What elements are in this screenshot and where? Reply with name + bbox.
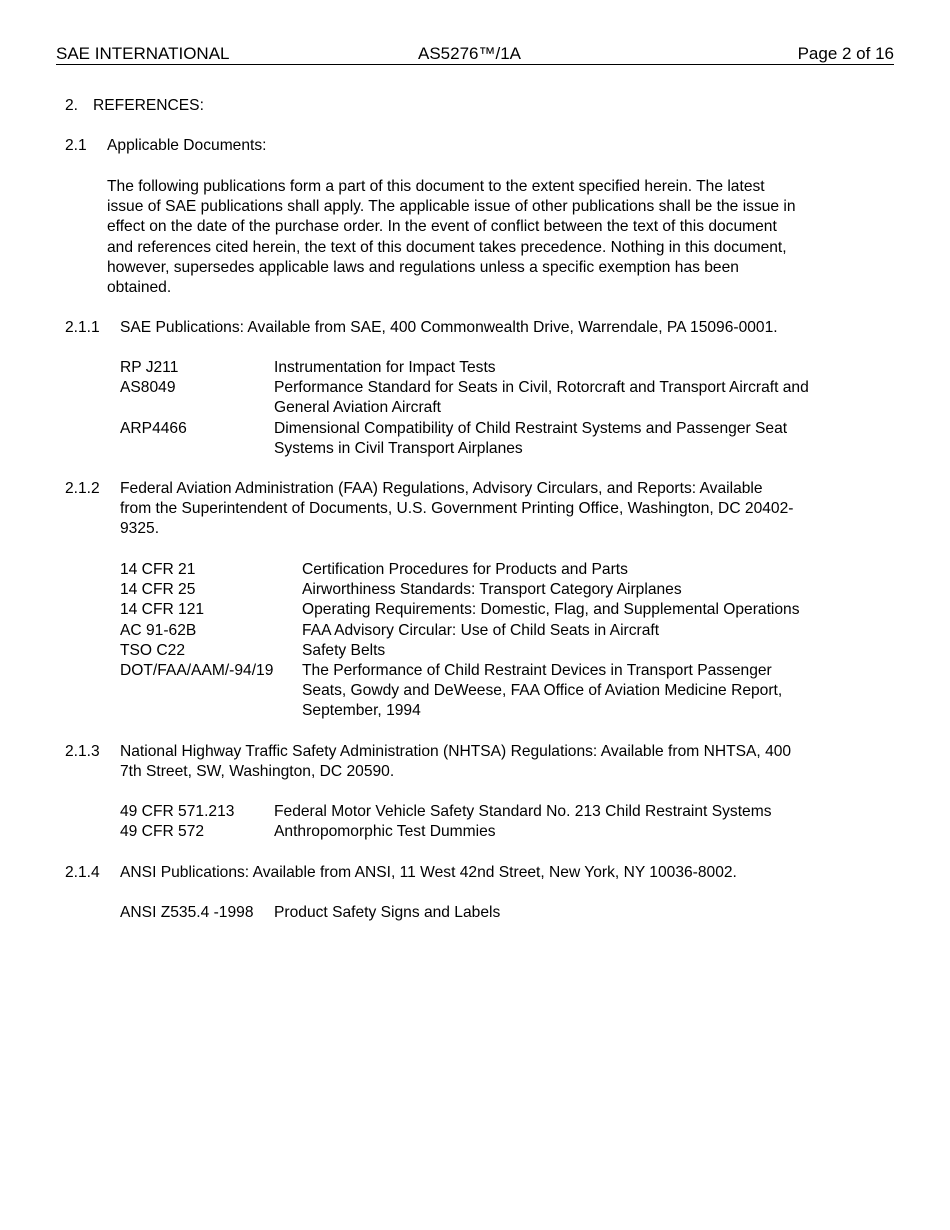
title-line: National Highway Traffic Safety Administration (NHTSA) Regulations: Available from NHTSA, 400 — [120, 743, 792, 760]
s2-1-1-number: 2.1.1 — [65, 319, 100, 336]
reference-row — [120, 419, 880, 459]
sae-references-list — [120, 358, 880, 459]
body-line: issue of SAE publications shall apply. The applicable issue of other publications shall be the issue in — [107, 198, 796, 216]
reference-title: Airworthiness Standards: Transport Category Airplanes — [302, 581, 682, 599]
reference-title: FAA Advisory Circular: Use of Child Seats in Aircraft — [302, 621, 660, 639]
page-header — [56, 44, 894, 65]
body-line: effect on the date of the purchase order. In the event of conflict between the text of this document — [107, 218, 777, 236]
reference-title: Dimensional Compatibility of Child Restraint Systems and Passenger Seat — [274, 419, 788, 437]
reference-row — [120, 378, 880, 418]
reference-title: Systems in Civil Transport Airplanes — [274, 439, 523, 457]
reference-row — [120, 903, 880, 923]
reference-code: 49 CFR 572 — [120, 823, 205, 841]
header-org: SAE INTERNATIONAL — [56, 44, 230, 63]
reference-row — [120, 580, 880, 600]
s2-1-4-title: ANSI Publications: Available from ANSI, 11 West 42nd Street, New York, NY 10036-8002. — [120, 864, 737, 881]
reference-title: Certification Procedures for Products and Parts — [302, 561, 628, 578]
body-line: The following publications form a part of this document to the extent specified herein. The latest — [107, 178, 765, 195]
s2-1-3-title — [120, 742, 880, 782]
s2-1-3-number: 2.1.3 — [65, 743, 100, 760]
reference-row — [120, 621, 880, 641]
reference-code: ARP4466 — [120, 419, 187, 437]
s2-1-2-number: 2.1.2 — [65, 480, 100, 497]
s2-1-title: Applicable Documents: — [107, 137, 267, 154]
body-line: however, supersedes applicable laws and regulations unless a specific exemption has been — [107, 258, 739, 276]
reference-title: Instrumentation for Impact Tests — [274, 359, 496, 376]
reference-code: 49 CFR 571.213 — [120, 803, 235, 820]
reference-code: 14 CFR 121 — [120, 601, 205, 619]
reference-code: ANSI Z535.4 -1998 — [120, 904, 254, 921]
reference-row — [120, 560, 880, 580]
reference-title: Operating Requirements: Domestic, Flag, and Supplemental Operations — [302, 601, 800, 619]
title-line: 9325. — [120, 520, 160, 538]
nhtsa-references-list — [120, 802, 880, 842]
reference-row — [120, 600, 880, 620]
reference-row — [120, 802, 880, 822]
reference-title: Product Safety Signs and Labels — [274, 904, 501, 921]
reference-code: 14 CFR 25 — [120, 581, 196, 599]
body-line: obtained. — [107, 279, 172, 297]
reference-code: AS8049 — [120, 379, 176, 397]
s2-1-body — [107, 177, 887, 298]
ansi-references-list — [120, 903, 880, 923]
reference-row — [120, 822, 880, 842]
section-title: REFERENCES: — [93, 97, 204, 114]
reference-title: September, 1994 — [302, 702, 421, 720]
reference-code: DOT/FAA/AAM/-94/19 — [120, 662, 274, 680]
title-line: from the Superintendent of Documents, U.S. Government Printing Office, Washington, DC 20402- — [120, 500, 794, 518]
header-doc-id: AS5276™/1A — [418, 44, 522, 63]
header-page-number: Page 2 of 16 — [797, 44, 894, 63]
faa-references-list — [120, 560, 880, 722]
reference-code: RP J211 — [120, 359, 179, 376]
section-number: 2. — [65, 97, 79, 114]
s2-1-4-number: 2.1.4 — [65, 864, 100, 881]
reference-code: 14 CFR 21 — [120, 561, 196, 578]
reference-title: General Aviation Aircraft — [274, 399, 442, 417]
title-line: Federal Aviation Administration (FAA) Regulations, Advisory Circulars, and Reports: Available — [120, 480, 763, 497]
reference-title: Anthropomorphic Test Dummies — [274, 823, 496, 841]
s2-1-1-title: SAE Publications: Available from SAE, 400 Commonwealth Drive, Warrendale, PA 15096-0001. — [120, 319, 778, 336]
body-line: and references cited herein, the text of this document takes precedence. Nothing in this document, — [107, 238, 787, 256]
reference-row — [120, 661, 880, 722]
reference-title: Seats, Gowdy and DeWeese, FAA Office of Aviation Medicine Report, — [302, 682, 783, 700]
reference-code: AC 91-62B — [120, 621, 197, 639]
reference-title: Safety Belts — [302, 641, 386, 659]
reference-code: TSO C22 — [120, 641, 185, 659]
s2-1-2-title — [120, 479, 880, 540]
s2-1-number: 2.1 — [65, 137, 87, 154]
reference-row — [120, 358, 880, 378]
reference-title: The Performance of Child Restraint Devices in Transport Passenger — [302, 662, 772, 680]
title-line: 7th Street, SW, Washington, DC 20590. — [120, 763, 395, 781]
reference-row — [120, 641, 880, 661]
reference-title: Federal Motor Vehicle Safety Standard No. 213 Child Restraint Systems — [274, 803, 772, 820]
reference-title: Performance Standard for Seats in Civil, Rotorcraft and Transport Aircraft and — [274, 379, 809, 397]
